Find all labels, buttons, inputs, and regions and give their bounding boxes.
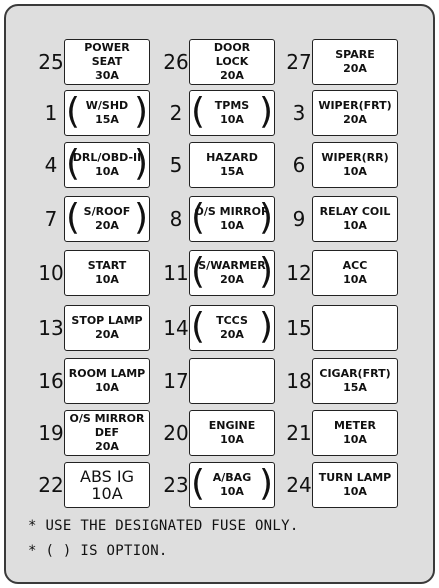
- fuse-10: [40, 250, 150, 296]
- fuse-slot: [64, 142, 150, 188]
- fuse-rating: 10A: [95, 273, 119, 286]
- fuse-rating: 20A: [95, 440, 119, 453]
- fuse-number: 6: [292, 153, 306, 177]
- fuse-slot: [189, 410, 275, 456]
- option-paren-right: ): [258, 306, 273, 347]
- fuse-label: ROOM LAMP: [68, 367, 146, 380]
- fuse-label: A/BAG: [212, 471, 252, 484]
- fuse-rating: 10A: [220, 113, 244, 126]
- option-paren-left: (: [191, 463, 206, 504]
- fuse-slot: [312, 196, 398, 242]
- fuse-label: TURN LAMP: [318, 471, 392, 484]
- option-paren-right: ): [258, 251, 273, 292]
- fuse-number: 5: [169, 153, 183, 177]
- fuse-label: ACC: [342, 259, 368, 272]
- fuse-slot: [64, 196, 150, 242]
- fuse-22: [40, 462, 150, 508]
- fuse-label: DRL/OBD-II: [72, 151, 142, 164]
- fuse-slot: [312, 462, 398, 508]
- fuse-label: ENGINE: [208, 419, 256, 432]
- fuse-number: 24: [286, 473, 312, 497]
- fuse-15: [288, 305, 398, 351]
- fuse-number: 21: [286, 421, 312, 445]
- fuse-rating: 10A: [343, 219, 367, 232]
- fuse-rating: 20A: [343, 113, 367, 126]
- option-paren-right: ): [258, 197, 273, 238]
- fuse-27: [288, 39, 398, 85]
- fuse-7: [40, 196, 150, 242]
- fuse-3: [288, 90, 398, 136]
- note-designated-fuse: * USE THE DESIGNATED FUSE ONLY.: [28, 518, 299, 534]
- fuse-slot: [189, 305, 275, 351]
- note-option: * ( ) IS OPTION.: [28, 543, 168, 559]
- fuse-slot: [64, 39, 150, 85]
- fuse-number: 27: [286, 50, 312, 74]
- fuse-label: S/WARMER: [198, 259, 266, 272]
- option-paren-left: (: [66, 197, 81, 238]
- fuse-number: 22: [38, 473, 64, 497]
- fuse-slot: [189, 39, 275, 85]
- fuse-label: DEF: [94, 426, 120, 439]
- fuse-rating: 15A: [95, 113, 119, 126]
- option-paren-left: (: [191, 91, 206, 132]
- fuse-number: 20: [163, 421, 189, 445]
- option-paren-left: (: [66, 91, 81, 132]
- fuse-2: [165, 90, 275, 136]
- option-paren-right: ): [133, 143, 148, 184]
- fuse-24: [288, 462, 398, 508]
- option-paren-left: (: [191, 306, 206, 347]
- fuse-rating: 10A: [95, 381, 119, 394]
- fuse-number: 2: [169, 101, 183, 125]
- fuse-13: [40, 305, 150, 351]
- fuse-slot: [64, 462, 150, 508]
- fuse-number: 3: [292, 101, 306, 125]
- fuse-rating: 10A: [220, 219, 244, 232]
- fuse-slot: [312, 358, 398, 404]
- fuse-label: O/S MIRROR: [194, 205, 270, 218]
- fuse-rating: 30A: [95, 69, 119, 82]
- fuse-21: [288, 410, 398, 456]
- fuse-20: [165, 410, 275, 456]
- fuse-number: 7: [44, 207, 58, 231]
- fuse-number: 14: [163, 316, 189, 340]
- fuse-slot: [189, 142, 275, 188]
- fuse-number: 19: [38, 421, 64, 445]
- fuse-6: [288, 142, 398, 188]
- fuse-18: [288, 358, 398, 404]
- fuse-slot: [312, 142, 398, 188]
- fuse-number: 4: [44, 153, 58, 177]
- fuse-label: CIGAR(FRT): [319, 367, 391, 380]
- fuse-rating: 20A: [220, 328, 244, 341]
- fuse-slot: [189, 358, 275, 404]
- fuse-label: POWER: [84, 41, 130, 54]
- fuse-rating: 10A: [220, 485, 244, 498]
- fuse-number: 26: [163, 50, 189, 74]
- option-paren-right: ): [258, 91, 273, 132]
- fuse-label: RELAY COIL: [319, 205, 391, 218]
- fuse-rating: 10A: [91, 484, 123, 503]
- fuse-slot: [64, 410, 150, 456]
- fuse-number: 9: [292, 207, 306, 231]
- fuse-number: 11: [163, 261, 189, 285]
- fuse-17: [165, 358, 275, 404]
- fuse-label: SPARE: [335, 48, 375, 61]
- fuse-rating: 10A: [343, 165, 367, 178]
- fuse-rating: 15A: [220, 165, 244, 178]
- fuse-rating: 10A: [343, 273, 367, 286]
- fuse-number: 1: [44, 101, 58, 125]
- option-paren-right: ): [258, 463, 273, 504]
- fuse-number: 13: [38, 316, 64, 340]
- fuse-rating: 20A: [220, 69, 244, 82]
- fuse-number: 23: [163, 473, 189, 497]
- fuse-label: S/ROOF: [83, 205, 131, 218]
- fuse-number: 12: [286, 261, 312, 285]
- fuse-14: [165, 305, 275, 351]
- fuse-slot: [189, 462, 275, 508]
- fuse-slot: [189, 90, 275, 136]
- fuse-23: [165, 462, 275, 508]
- fuse-1: [40, 90, 150, 136]
- fuse-label: TPMS: [214, 99, 250, 112]
- fuse-label: WIPER(FRT): [318, 99, 392, 112]
- option-paren-right: ): [133, 197, 148, 238]
- fuse-label: ABS IG: [80, 467, 134, 486]
- fuse-label: W/SHD: [85, 99, 129, 112]
- fuse-19: [40, 410, 150, 456]
- fuse-slot: [312, 250, 398, 296]
- fuse-8: [165, 196, 275, 242]
- fuse-slot: [64, 305, 150, 351]
- option-paren-left: (: [66, 143, 81, 184]
- fuse-number: 16: [38, 369, 64, 393]
- fuse-label: START: [87, 259, 127, 272]
- fuse-label: WIPER(RR): [321, 151, 389, 164]
- fuse-label: HAZARD: [206, 151, 258, 164]
- fuse-slot: [312, 410, 398, 456]
- fuse-slot: [312, 90, 398, 136]
- fuse-slot: [64, 90, 150, 136]
- option-paren-left: (: [191, 197, 206, 238]
- fuse-slot: [64, 358, 150, 404]
- fuse-label: STOP LAMP: [71, 314, 143, 327]
- option-paren-right: ): [133, 91, 148, 132]
- fuse-slot: [189, 196, 275, 242]
- fuse-number: 18: [286, 369, 312, 393]
- fuse-number: 15: [286, 316, 312, 340]
- fuse-number: 10: [38, 261, 64, 285]
- fuse-rating: 15A: [343, 381, 367, 394]
- fuse-label: SEAT: [91, 55, 123, 68]
- fuse-label: LOCK: [215, 55, 249, 68]
- fuse-number: 17: [163, 369, 189, 393]
- fuse-rating: 10A: [343, 433, 367, 446]
- fuse-slot: [312, 39, 398, 85]
- fuse-number: 25: [38, 50, 64, 74]
- fuse-4: [40, 142, 150, 188]
- fuse-9: [288, 196, 398, 242]
- fuse-rating: 10A: [343, 485, 367, 498]
- fuse-rating: 20A: [95, 219, 119, 232]
- fuse-11: [165, 250, 275, 296]
- fuse-label: METER: [334, 419, 376, 432]
- fuse-rating: 20A: [95, 328, 119, 341]
- fuse-label: DOOR: [213, 41, 251, 54]
- option-paren-left: (: [191, 251, 206, 292]
- fuse-rating: 10A: [220, 433, 244, 446]
- fuse-25: [40, 39, 150, 85]
- fuse-16: [40, 358, 150, 404]
- fuse-slot: [312, 305, 398, 351]
- fuse-12: [288, 250, 398, 296]
- fuse-label: TCCS: [216, 314, 248, 327]
- fuse-rating: 20A: [220, 273, 244, 286]
- fuse-5: [165, 142, 275, 188]
- fuse-number: 8: [169, 207, 183, 231]
- fuse-rating: 20A: [343, 62, 367, 75]
- fuse-label: O/S MIRROR: [69, 412, 145, 425]
- fuse-slot: [189, 250, 275, 296]
- fuse-rating: 10A: [95, 165, 119, 178]
- fuse-26: [165, 39, 275, 85]
- fuse-slot: [64, 250, 150, 296]
